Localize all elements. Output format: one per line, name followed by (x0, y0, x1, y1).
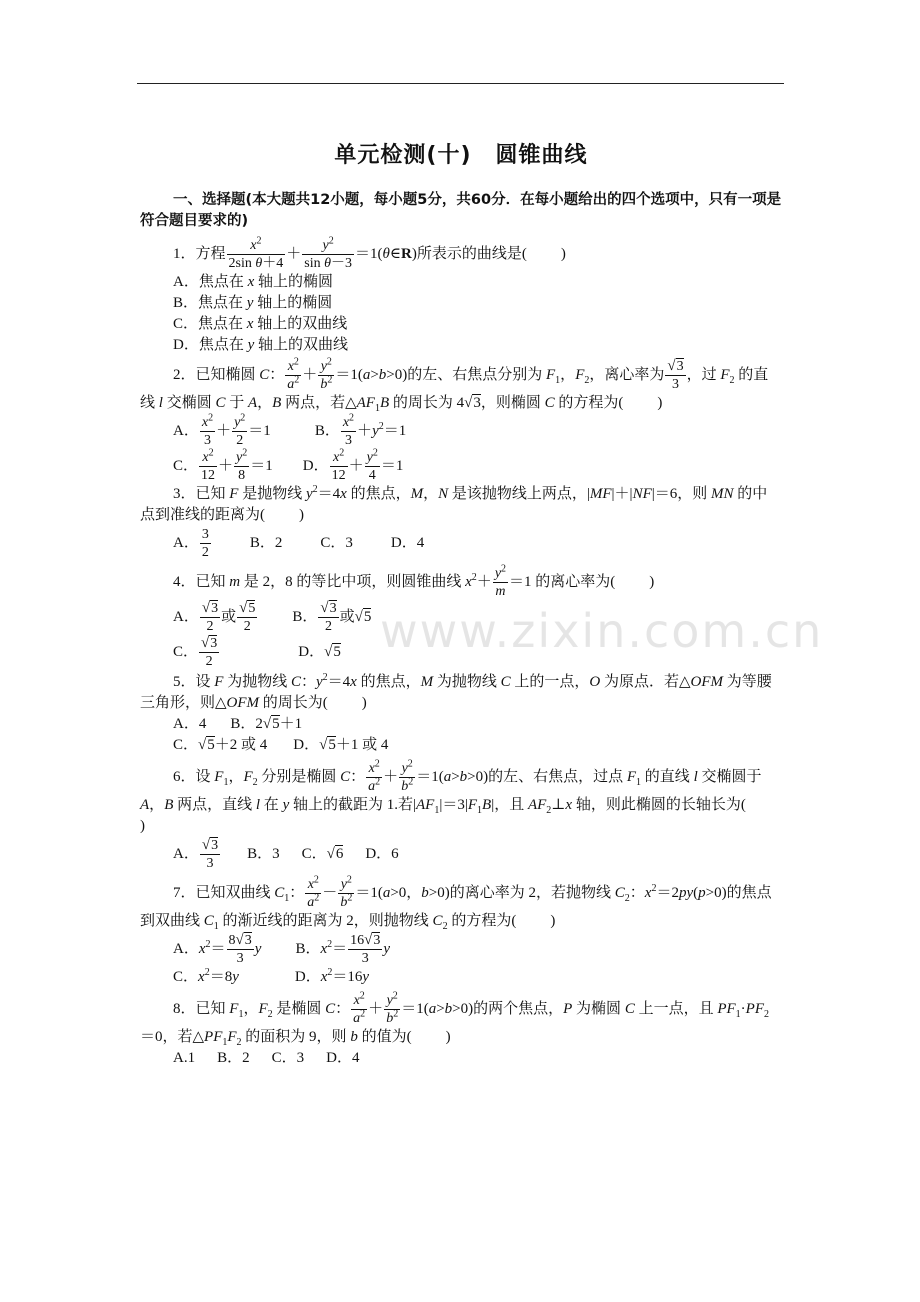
option-c[interactable]: C． $\frac{x^2}{12}$ ＋ $\frac{y^2}{8}$ ＝1 (173, 447, 273, 483)
question-stem: 4．已知 m 是 2，8 的等比中项，则圆锥曲线 $x^2+$ $\frac{y^2}{m}$ ＝1 的离心率为( ) (173, 563, 655, 599)
question-stem: 5．设 F 为抛物线 C：$y^2=4x$ 的焦点，M 为抛物线 C 上的一点，O 为原点．若△OFM 为等腰三角形，则△OFM 的周长为( ) (140, 672, 772, 711)
options-row (140, 967, 782, 988)
question-7 (140, 876, 782, 988)
option-b[interactable]: B． $\frac{√3}{2}$ 或√5 (292, 600, 372, 634)
watermark: www.zixin.com.cn (380, 604, 824, 658)
question-5 (140, 672, 782, 756)
option-b[interactable]: B．焦点在 y 轴上的椭圆 (173, 295, 333, 311)
option-d[interactable]: D．√5＋1 或 4 (293, 737, 389, 753)
option-a[interactable]: A． $\frac{x^2}{3}$ ＋ $\frac{y^2}{2}$ ＝1 (173, 412, 271, 448)
options-row (140, 635, 782, 670)
options-row (140, 1048, 782, 1069)
options-row (140, 837, 782, 872)
question-3 (140, 484, 782, 561)
option-a[interactable]: A． $\frac{√3}{2}$ 或 $\frac{√5}{2}$ (173, 600, 256, 634)
option-c[interactable]: C． $\frac{√3}{2}$ (173, 635, 218, 669)
section-heading: 一、选择题(本大题共12小题，每小题5分，共60分．在每小题给出的四个选项中，只有一项是符合题目要求的) (140, 192, 782, 229)
option-d[interactable]: D．$x^2=16y$ (294, 967, 370, 985)
question-6 (140, 760, 782, 872)
option-a[interactable]: A．$x^2=$ $\frac{8√3}{3}$ y (173, 932, 262, 966)
option-b[interactable]: B．2√5＋1 (230, 716, 303, 732)
option-b[interactable]: B．2 (217, 1050, 250, 1066)
question-2 (140, 358, 782, 484)
option-d[interactable]: D．4 (326, 1050, 360, 1066)
option-c[interactable]: C．焦点在 x 轴上的双曲线 (173, 316, 348, 332)
option-a[interactable]: A．4 (173, 716, 207, 732)
option-c[interactable]: C．√6 (301, 845, 344, 862)
option-a[interactable]: A． $\frac{√3}{3}$ (173, 837, 219, 871)
option-c[interactable]: C．3 (320, 534, 353, 551)
option-c[interactable]: C．√5＋2 或 4 (173, 737, 268, 753)
options-row (140, 526, 782, 561)
option-d[interactable]: D．√5 (298, 643, 341, 660)
exam-page (140, 140, 782, 1069)
option-b[interactable]: B．3 (247, 845, 280, 862)
option-a[interactable]: A.1 (173, 1050, 196, 1066)
question-1 (140, 237, 782, 356)
question-stem: 1．方程 $\frac{x^2}{\text{2sin θ＋4}}$ ＋ $\frac{y^2}{\text{sin θ－3}}$ ＝1(θ∈R)所表示的曲线是( ) (173, 235, 566, 271)
option-d[interactable]: D．4 (390, 534, 425, 551)
question-stem: 2．已知椭圆 C： $\frac{x^2}{a^2}$ ＋ $\frac{y^2}{b^2}$ ＝1(a>b>0)的左、右焦点分别为 $F_1$，$F_2$，离心率为 $\frac{√3}{3}$ ，过 $F_2$ 的直线 l 交椭圆 C 于 A，B 两点，若$\triangle AF_1B$ 的周长为 4√3，则椭圆 C 的方程为( ) (140, 356, 769, 414)
option-c[interactable]: C．3 (271, 1050, 305, 1066)
question-stem: 8．已知 $F_1$，$F_2$ 是椭圆 C： $\frac{x^2}{a^2}$ ＋ $\frac{y^2}{b^2}$ ＝1(a>b>0)的两个焦点，P 为椭圆 C 上一点，且 $PF_1\cdot PF_2=0$，若$\triangle PF_1F_2$ 的面积为 9，则 b 的值为( ) (140, 990, 769, 1048)
option-c[interactable]: C．$x^2=8y$ (173, 967, 239, 985)
question-stem: 7．已知双曲线 $C_1$： $\frac{x^2}{a^2}$ － $\frac{y^2}{b^2}$ ＝1(a>0，b>0)的离心率为 2，若抛物线 $C_2$：$x^2=2py(p>0)$的焦点到双曲线 $C_1$ 的渐近线的距离为 2，则抛物线 $C_2$ 的方程为( ) (140, 874, 772, 932)
option-a[interactable]: A． $\frac{3}{2}$ (173, 527, 209, 560)
option-d[interactable]: D．6 (365, 845, 399, 862)
option-d[interactable]: D． $\frac{x^2}{12}$ ＋ $\frac{y^2}{4}$ ＝1 (302, 447, 404, 483)
question-stem: 6．设 $F_1$，$F_2$ 分别是椭圆 C： $\frac{x^2}{a^2}$ ＋ $\frac{y^2}{b^2}$ ＝1(a>b>0)的左、右焦点，过点 $F_1$ 的直线 l 交椭圆于 A，B 两点，直线 l 在 y 轴上的截距为 1.若$|AF_1|=3|F_1B|$，且 $AF_2\perp x$ 轴，则此椭圆的长轴长为() (140, 758, 762, 834)
option-a[interactable]: A．焦点在 x 轴上的椭圆 (173, 274, 334, 290)
question-8 (140, 992, 782, 1069)
options-row (140, 714, 782, 735)
options-row (140, 932, 782, 967)
option-b[interactable]: B．$x^2=$ $\frac{16√3}{3}$ y (295, 932, 391, 966)
option-d[interactable]: D．焦点在 y 轴上的双曲线 (173, 337, 349, 353)
options-row (140, 414, 782, 449)
page-title (140, 140, 782, 172)
option-b[interactable]: B． $\frac{x^2}{3}$ $+y^2=1$ (314, 412, 407, 448)
options-row (140, 735, 782, 756)
title-unit: 单元检测(十) (334, 143, 472, 168)
options-row (140, 449, 782, 484)
title-topic: 圆锥曲线 (495, 143, 588, 168)
header-rule (137, 83, 784, 84)
option-b[interactable]: B．2 (249, 534, 283, 551)
options-row (140, 600, 782, 635)
question-stem: 3．已知 F 是抛物线 $y^2=4x$ 的焦点，M，N 是该抛物线上两点，|MF|＋|NF|＝6，则 MN 的中点到准线的距离为( ) (140, 484, 768, 523)
question-4 (140, 565, 782, 670)
